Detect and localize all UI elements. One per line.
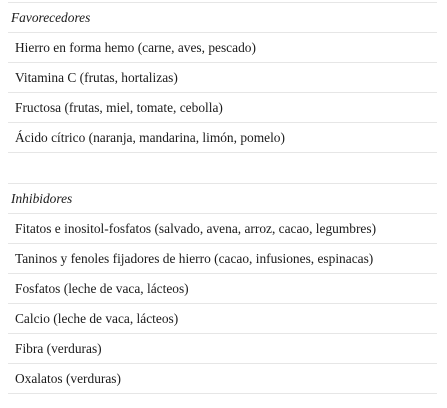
table-row: Fitatos e inositol-fosfatos (salvado, avena, arroz, cacao, legumbres) [8, 214, 437, 244]
table-row: Ácido cítrico (naranja, mandarina, limón, pomelo) [8, 123, 437, 153]
table-row: Fructosa (frutas, miel, tomate, cebolla) [8, 93, 437, 123]
table-row: Calcio (leche de vaca, lácteos) [8, 304, 437, 334]
table-row: Taninos y fenoles fijadores de hierro (cacao, infusiones, espinacas) [8, 244, 437, 274]
table-row: Vitamina C (frutas, hortalizas) [8, 63, 437, 93]
table-row: Oxalatos (verduras) [8, 364, 437, 394]
table-row: Fibra (verduras) [8, 334, 437, 364]
section-heading-inhibidores: Inhibidores [8, 184, 437, 214]
iron-absorption-table [8, 2, 437, 394]
empty-separator-row [8, 153, 437, 184]
table-row: Fosfatos (leche de vaca, lácteos) [8, 274, 437, 304]
table-row: Hierro en forma hemo (carne, aves, pescado) [8, 33, 437, 63]
section-heading-favorecedores: Favorecedores [8, 3, 437, 33]
